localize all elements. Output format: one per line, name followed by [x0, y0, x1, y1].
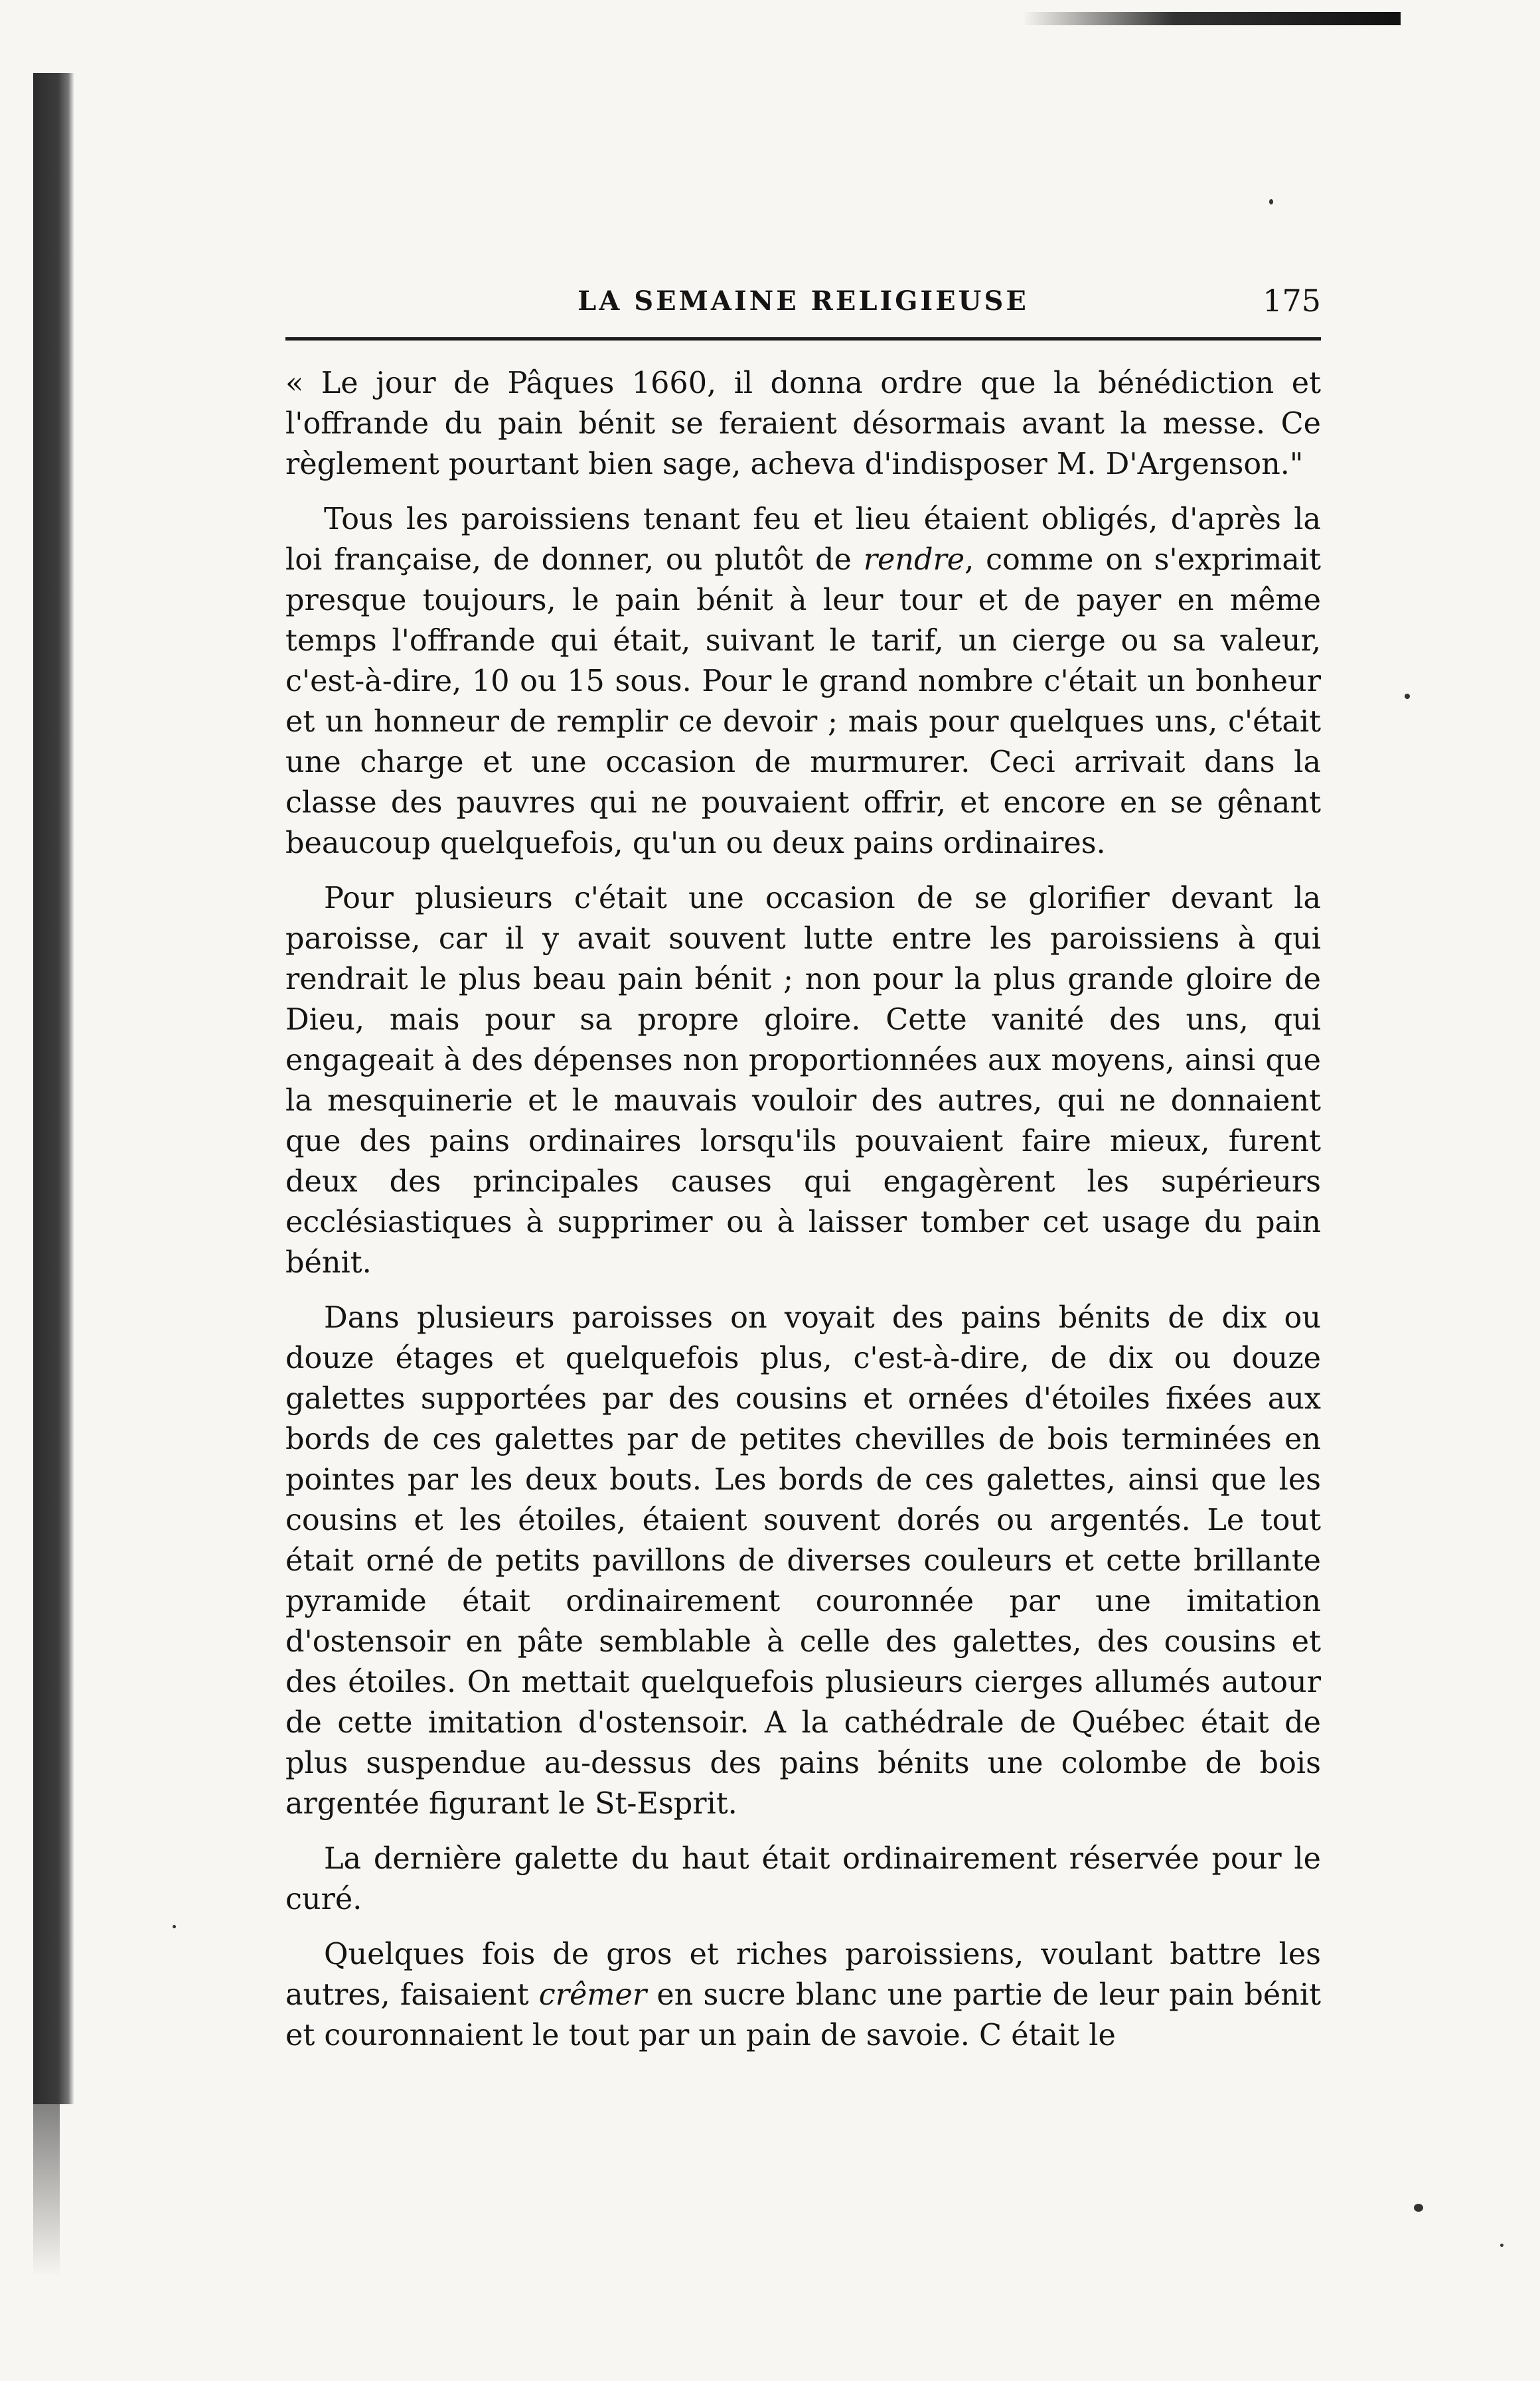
body-text — [285, 363, 1321, 2056]
paragraph-text: Tous les paroissiens tenant feu et lieu étaient obligés, d'après la loi française, de donner, ou plutôt de — [285, 502, 1321, 577]
scan-speck — [1269, 199, 1273, 204]
page-number: 175 — [1263, 283, 1321, 319]
italic-word: rendre — [863, 543, 965, 577]
scan-speck — [1405, 694, 1410, 699]
paragraph — [285, 1934, 1321, 2056]
paragraph — [285, 499, 1321, 864]
book-page — [285, 272, 1321, 2070]
paragraph-text: Quelques fois de gros et riches paroissiens, voulant battre les autres, faisaient — [285, 1938, 1321, 2012]
paragraph-text: Pour plusieurs c'était une occasion de se glorifier devant la paroisse, car il y avait souvent lutte entre les paroissiens à qui rendrait le plus beau pain bénit ; non pour la plus grande gloire de Dieu, mais pour sa propre gloire. Cette vanité des uns, qui engageait à des dépenses non proportionnées aux moyens, ainsi que la mesquinerie et le mauvais vouloir des autres, qui ne donnaient que des pains ordinaires lorsqu'ils pouvaient faire mieux, furent deux des principales causes qui engagèrent les supérieurs ecclésiastiques à supprimer ou à laisser tomber cet usage du pain bénit. — [285, 882, 1321, 1280]
paragraph-text: Dans plusieurs paroisses on voyait des pains bénits de dix ou douze étages et quelquefois plus, c'est-à-dire, de dix ou douze galettes supportées par des cousins et ornées d'étoiles fixées aux bords de ces galettes par de petites chevilles de bois terminées en pointes par les deux bouts. Les bords de ces galettes, ainsi que les cousins et les étoiles, étaient souvent dorés ou argentés. Le tout était orné de petits pavillons de diverses couleurs et cette brillante pyramide était ordinairement couronnée par une imitation d'ostensoir en pâte semblable à celle des galettes, des cousins et des étoiles. On mettait quelquefois plusieurs cierges allumés autour de cette imitation d'ostensoir. A la cathédrale de Québec était de plus suspendue au-dessus des pains bénits une colombe de bois argentée figurant le St-Esprit. — [285, 1301, 1321, 1821]
paragraph-text: , comme on s'exprimait presque toujours, le pain bénit à leur tour et de payer en même temps l'offrande qui était, suivant le tarif, un cierge ou sa valeur, c'est-à-dire, 10 ou 15 sous. Pour le grand nombre c'était un bonheur et un honneur de remplir ce devoir ; mais pour quelques uns, c'était une charge et une occasion de murmurer. Ceci arrivait dans la classe des pauvres qui ne pouvaient offrir, et encore en se gênant beaucoup quelquefois, qu'un ou deux pains ordinaires. — [285, 543, 1322, 860]
paragraph — [285, 1839, 1321, 1920]
paragraph-text: La dernière galette du haut était ordinairement réservée pour le curé. — [285, 1842, 1321, 1916]
paragraph-text: en sucre blanc une partie de leur pain bénit et couronnaient le tout par un pain de savoie. C était le — [285, 1978, 1321, 2052]
paragraph — [285, 878, 1321, 1283]
scan-binding-shadow — [33, 73, 74, 2104]
scan-top-edge-mark — [1022, 12, 1401, 25]
header-rule — [285, 337, 1321, 341]
paragraph — [285, 1298, 1321, 1824]
scan-speck — [173, 1925, 176, 1928]
running-title: LA SEMAINE RELIGIEUSE — [578, 285, 1029, 317]
italic-word: crêmer — [538, 1978, 647, 2012]
scan-speck — [1414, 2204, 1423, 2212]
scan-speck — [1500, 2244, 1503, 2247]
paragraph-text: « Le jour de Pâques 1660, il donna ordre que la bénédiction et l'offrande du pain bénit se feraient désormais avant la messe. Ce règlement pourtant bien sage, acheva d'indisposer M. D'Argenson." — [285, 366, 1321, 481]
running-head — [285, 272, 1321, 325]
paragraph — [285, 363, 1321, 485]
scan-binding-shadow-fade — [33, 2104, 60, 2277]
